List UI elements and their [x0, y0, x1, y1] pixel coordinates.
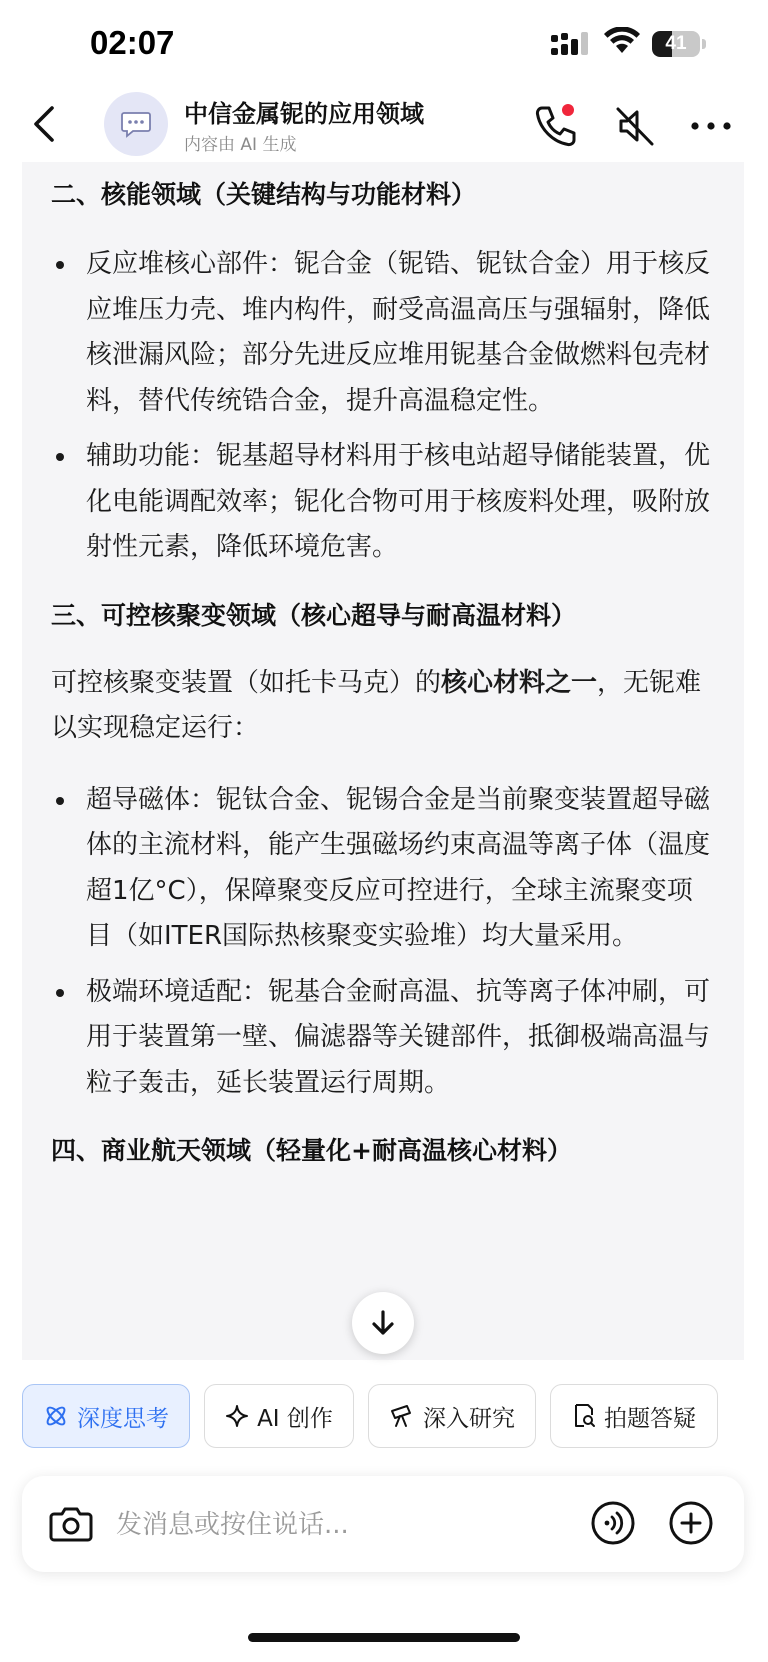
- chip-label: 深入研究: [423, 1405, 515, 1432]
- battery-level: 41: [665, 33, 687, 54]
- battery-nub: [702, 39, 706, 49]
- quick-actions: [22, 1384, 768, 1452]
- list-item: 反应堆核心部件：铌合金（铌锆、铌钛合金）用于核反应堆压力壳、堆内构件，耐受高温高压与强辐射，降低核泄漏风险；部分先进反应堆用铌基合金做燃料包壳材料，替代传统锆合金，提升高温稳定性。: [51, 242, 715, 424]
- fusion-intro: [51, 661, 715, 752]
- section-title-aerospace: 四、商业航天领域（轻量化+耐高温核心材料）: [51, 1136, 572, 1165]
- fusion-bullet-list: [51, 778, 715, 1107]
- nuclear-bullet-list: [51, 242, 715, 571]
- status-bar: [0, 0, 768, 90]
- fusion-intro-bold: 核心材料之一: [441, 667, 598, 698]
- doc-search-icon: [572, 1403, 596, 1429]
- more-icon[interactable]: [688, 108, 734, 144]
- chat-bubble-icon: [121, 110, 151, 138]
- signal-icon: [551, 30, 591, 58]
- mute-icon[interactable]: [612, 102, 658, 150]
- chip-label: AI 创作: [257, 1405, 333, 1432]
- list-item: 辅助功能：铌基超导材料用于核电站超导储能装置，优化电能调配效率；铌化合物可用于核废料处理，吸附放射性元素，降低环境危害。: [51, 434, 715, 571]
- message-input-bar: [22, 1476, 744, 1572]
- chip-photo-qa[interactable]: [550, 1384, 718, 1448]
- camera-icon[interactable]: [48, 1500, 94, 1546]
- chip-label: 拍题答疑: [604, 1405, 696, 1432]
- scroll-to-bottom-button[interactable]: [352, 1292, 414, 1354]
- fusion-intro-text-end: ，无铌难以实现稳定运行：: [51, 667, 702, 743]
- section-title-nuclear: 二、核能领域（关键结构与功能材料）: [51, 180, 477, 209]
- chat-header: [0, 90, 768, 162]
- sparkle-icon: [225, 1404, 249, 1428]
- plus-icon[interactable]: [668, 1500, 714, 1546]
- voice-icon[interactable]: [590, 1500, 636, 1546]
- message-body: [51, 162, 715, 1172]
- avatar[interactable]: [104, 92, 168, 156]
- arrow-down-icon: [370, 1309, 396, 1337]
- chip-label: 深度思考: [77, 1405, 169, 1432]
- chip-ai-create[interactable]: [204, 1384, 354, 1448]
- home-indicator[interactable]: [248, 1633, 520, 1642]
- chip-deep-thinking[interactable]: [22, 1384, 190, 1448]
- chip-deep-research[interactable]: [368, 1384, 536, 1448]
- chat-title: 中信金属铌的应用领域: [184, 100, 424, 128]
- status-time: 02:07: [90, 24, 175, 61]
- telescope-icon: [389, 1403, 415, 1429]
- list-item: 极端环境适配：铌基合金耐高温、抗等离子体冲刷，可用于装置第一壁、偏滤器等关键部件，抵御极端高温与粒子轰击，延长装置运行周期。: [51, 970, 715, 1107]
- chat-subtitle: 内容由 AI 生成: [184, 135, 297, 155]
- atom-icon: [43, 1403, 69, 1429]
- battery-icon: [652, 31, 700, 57]
- back-arrow-icon[interactable]: [26, 100, 70, 148]
- message-content: [22, 162, 744, 1360]
- message-input[interactable]: [114, 1498, 538, 1552]
- fusion-intro-text: 可控核聚变装置（如托卡马克）的: [51, 667, 442, 698]
- wifi-icon: [604, 27, 640, 57]
- list-item: 超导磁体：铌钛合金、铌锡合金是当前聚变装置超导磁体的主流材料，能产生强磁场约束高温等离子体（温度超1亿°C），保障聚变反应可控进行，全球主流聚变项目（如ITER国际热核聚变实验堆）均大量采用。: [51, 778, 715, 960]
- notification-dot: [562, 104, 574, 116]
- section-title-fusion: 三、可控核聚变领域（核心超导与耐高温材料）: [51, 600, 577, 630]
